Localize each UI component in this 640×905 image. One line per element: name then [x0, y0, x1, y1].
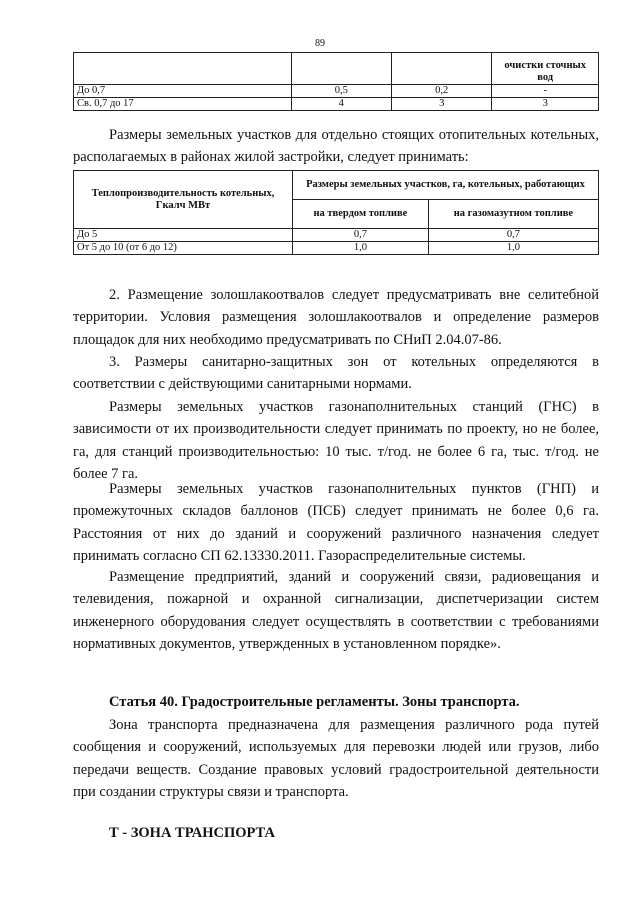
paragraph: Размещение предприятий, зданий и сооружений связи, радиовещания и телевидения, пожарной и охранной сигнализации, диспетчеризации систем инженерного оборудования следует осуществлять в соответствии с требованиями нормативных документов, утвержденных в установленном порядке». — [73, 569, 599, 653]
table-cell — [391, 53, 491, 85]
table-cell: До 5 — [74, 229, 293, 242]
table-cell: 3 — [492, 98, 599, 111]
article-paragraph: Зона транспорта предназначена для размещения различного рода путей сообщения и сооружений, используемых для перевозки людей или грузов, либо передачи веществ. Создание правовых условий градостроительной деятельности при создании структуры связи и транспорта. — [73, 717, 599, 801]
table-cell: От 5 до 10 (от 6 до 12) — [74, 242, 293, 255]
zone-heading: Т - ЗОНА ТРАНСПОРТА — [109, 825, 275, 841]
table-row — [74, 229, 599, 242]
table-header-cell: на газомазутном топливе — [428, 200, 598, 229]
table-cell: 0,7 — [293, 229, 429, 242]
table-cell: 0,5 — [291, 85, 391, 98]
table-treatment-sizes — [73, 52, 599, 111]
intro-paragraph: Размеры земельных участков для отдельно стоящих отопительных котельных, располагаемых в районах жилой застройки, следует принимать: — [73, 127, 599, 166]
article-heading: Статья 40. Градостроительные регламенты. Зоны транспорта. — [109, 694, 520, 710]
table-header-cell: на твердом топливе — [293, 200, 429, 229]
table-cell: 3 — [391, 98, 491, 111]
table-header-cell: Размеры земельных участков, га, котельных, работающих — [293, 171, 599, 200]
table-cell: До 0,7 — [74, 85, 292, 98]
table-cell — [291, 53, 391, 85]
table-header-cell: очистки сточных вод — [492, 53, 599, 85]
table-cell: 0,2 — [391, 85, 491, 98]
page-number: 89 — [315, 38, 325, 49]
table-cell: 0,7 — [428, 229, 598, 242]
table-cell — [74, 53, 292, 85]
table-row — [74, 98, 599, 111]
table-boiler-sizes — [73, 170, 599, 255]
table-cell: Св. 0,7 до 17 — [74, 98, 292, 111]
table-header-row — [74, 171, 599, 200]
table-cell: - — [492, 85, 599, 98]
table-cell: 4 — [291, 98, 391, 111]
table-cell: 1,0 — [293, 242, 429, 255]
paragraph: 2. Размещение золошлакоотвалов следует предусматривать вне селитебной территории. Условия размещения золошлакоотвалов и определение размеров площадок для них необходимо предусматривать по СНиП 2.04.07-86. — [73, 287, 599, 348]
paragraph: 3. Размеры санитарно-защитных зон от котельных определяются в соответствии с действующими санитарными нормами. — [73, 354, 599, 393]
table-row — [74, 242, 599, 255]
table-header-cell: Теплопроизводительность котельных, Гкалч МВт — [74, 171, 293, 229]
table-header-row — [74, 53, 599, 85]
table-cell: 1,0 — [428, 242, 598, 255]
paragraph: Размеры земельных участков газонаполнительных станций (ГНС) в зависимости от их производительности следует принимать по проекту, но не более, га, для станций производительностью: 10 тыс. т/год. не более 6 га, тыс. т/год. не более 7 га. — [73, 399, 599, 483]
table-row — [74, 85, 599, 98]
paragraph: Размеры земельных участков газонаполнительных пунктов (ГНП) и промежуточных складов баллонов (ПСБ) следует принимать не более 0,6 га. Расстояния от них до зданий и сооружений различного назначения следует принимать согласно СП 62.13330.2011. Газораспределительные системы. — [73, 481, 599, 565]
